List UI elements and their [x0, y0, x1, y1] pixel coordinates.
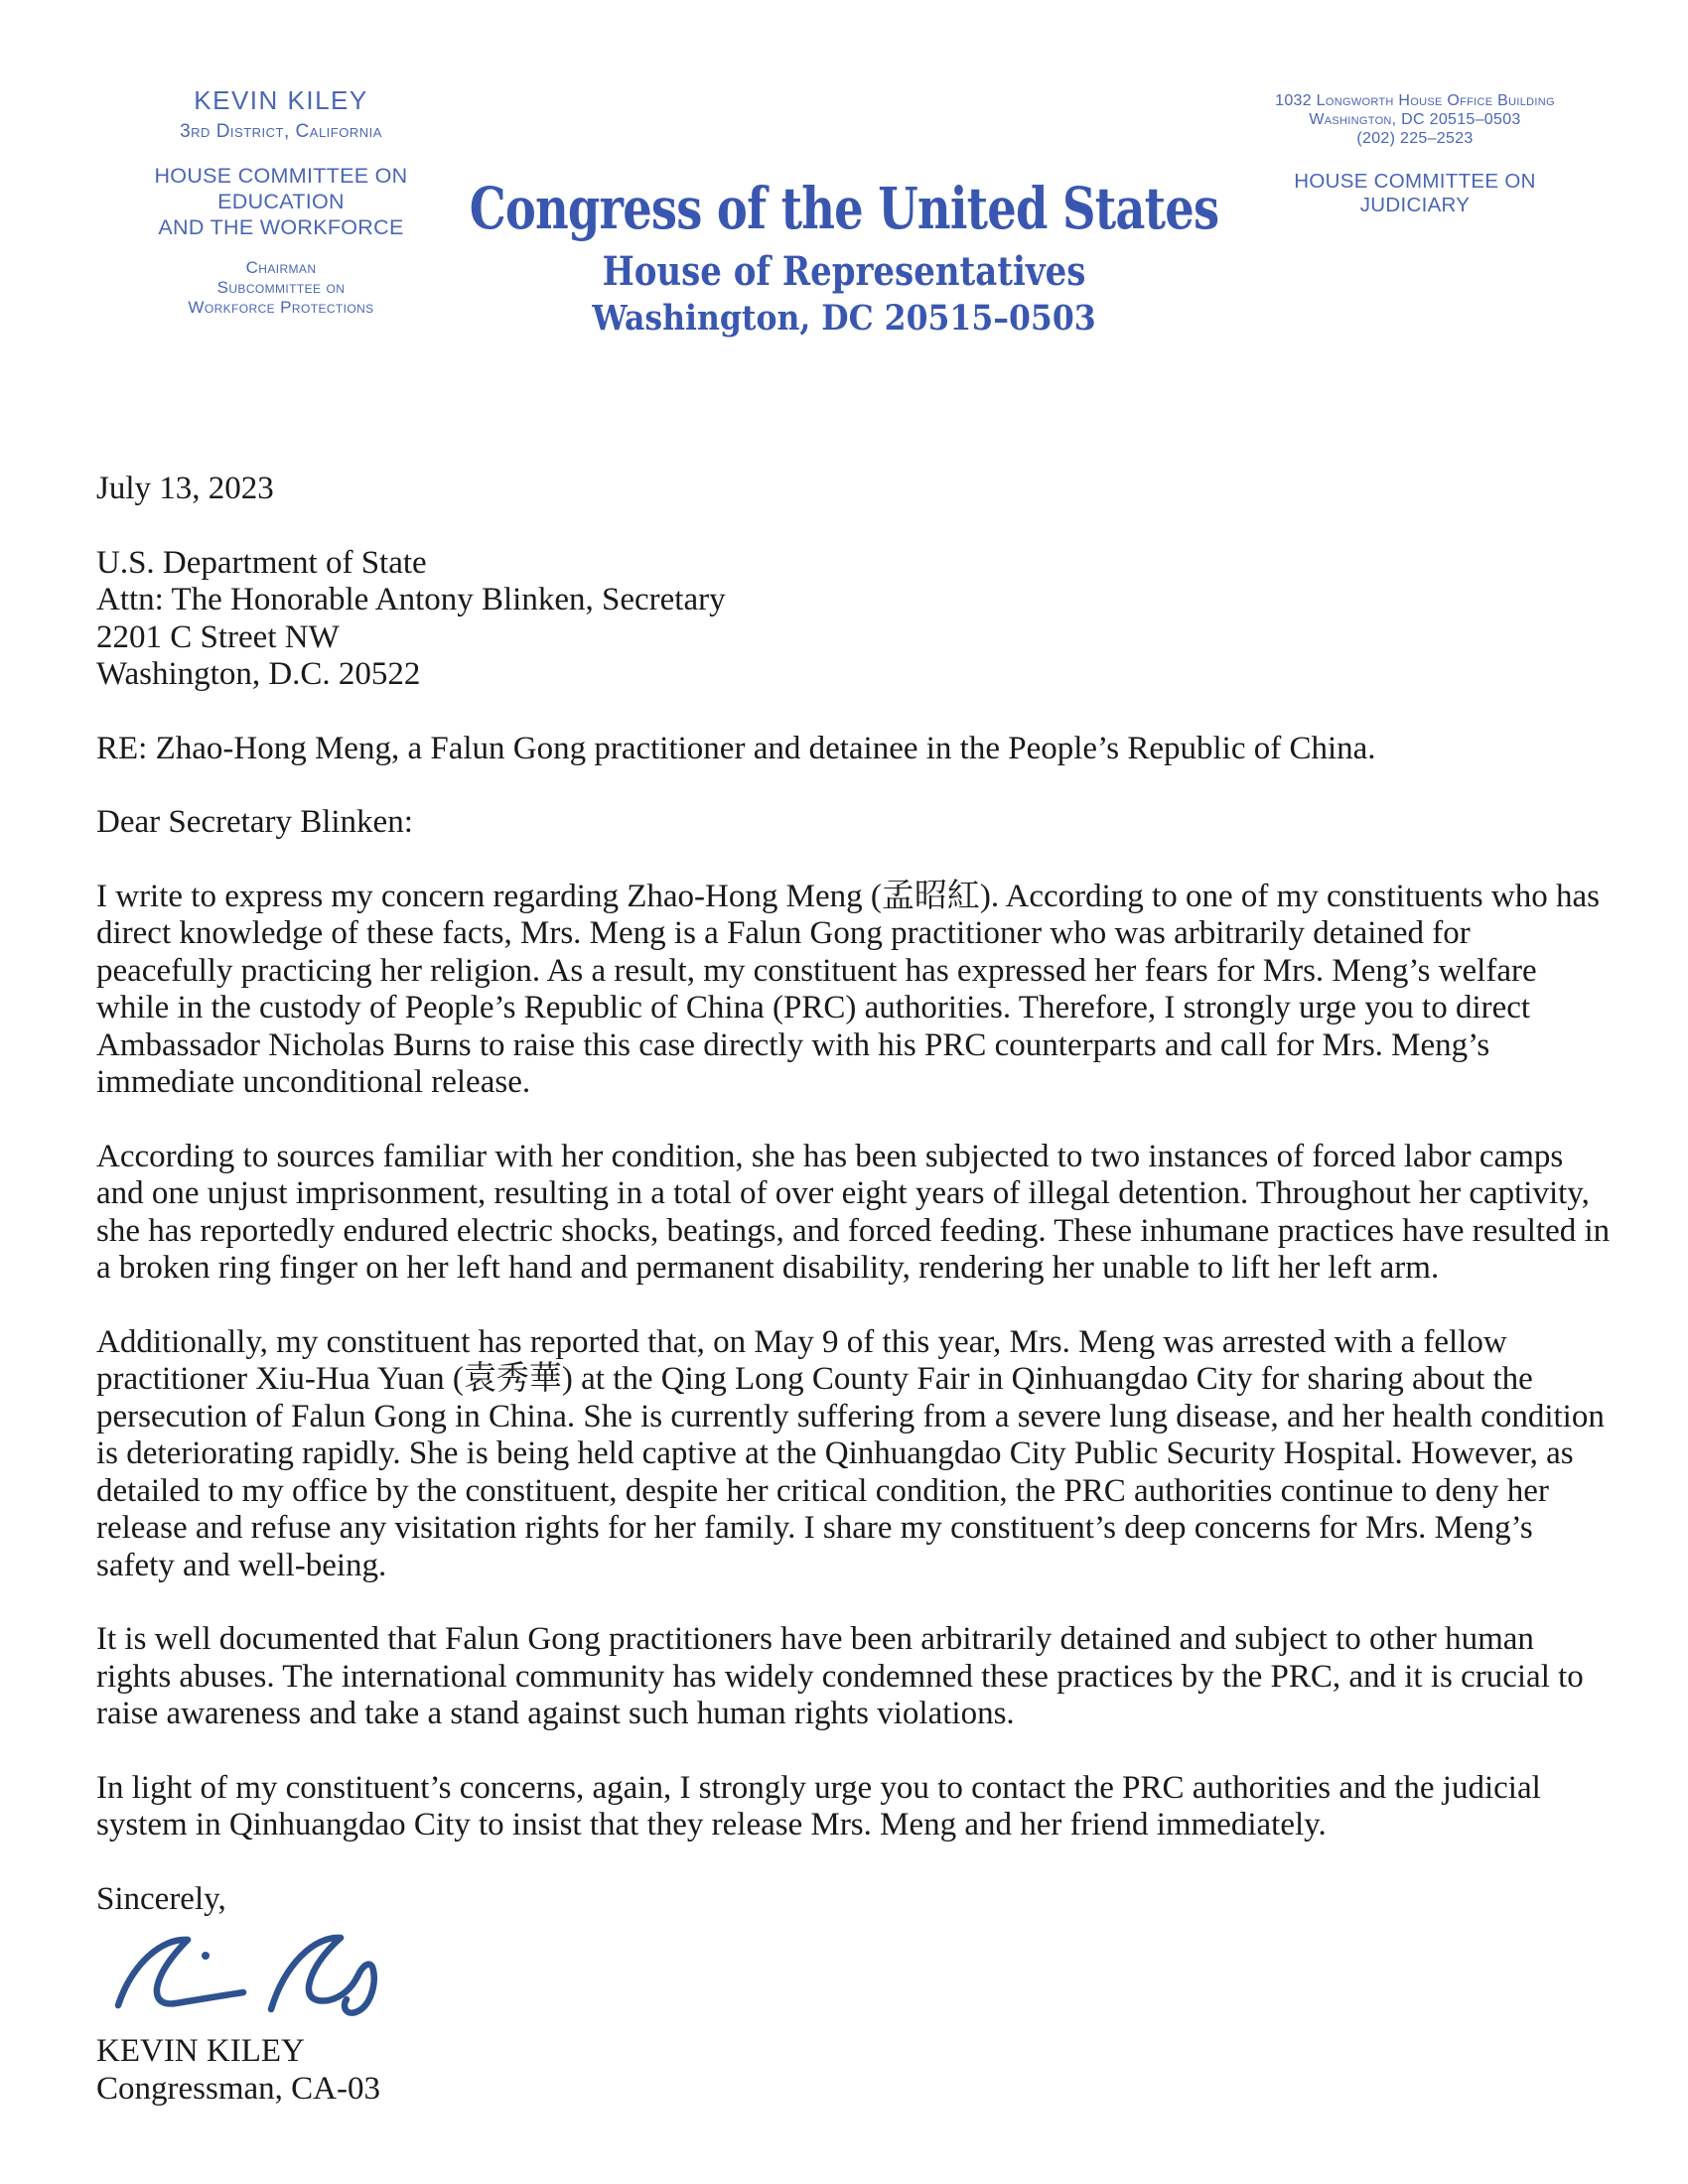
office-address-line2: Washington, DC 20515–0503 [1309, 111, 1521, 128]
paragraph-1: I write to express my concern regarding Zhao-Hong Meng (孟昭紅). According to one of my constituents who has direct knowledge of these facts, Mrs. Meng is a Falun Gong practitioner who was arbitrarily detained for peacefully practicing her religion. As a result, my constituent has expressed her fears for Mrs. Meng’s welfare while in the custody of People’s Republic of China (PRC) authorities. Therefore, I strongly urge you to direct Ambassador Nicholas Burns to raise this case directly with his PRC counterparts and call for Mrs. Meng’s immediate unconditional release. [96, 878, 1600, 1100]
left-committee-line2: AND THE WORKFORCE [158, 215, 404, 239]
member-name: KEVIN KILEY [194, 85, 368, 115]
masthead-house: House of Representatives [602, 248, 1086, 295]
left-committee-line1: HOUSE COMMITTEE ON EDUCATION [154, 164, 408, 213]
recipient-line: Washington, D.C. 20522 [96, 656, 421, 692]
paragraph-5: In light of my constituent’s concerns, again, I strongly urge you to contact the PRC authorities and the judicial system in Qinhuangdao City to insist that they release Mrs. Meng and her friend immediately. [96, 1769, 1541, 1843]
office-phone: (202) 225–2523 [1356, 130, 1474, 147]
closing: Sincerely, [96, 1880, 226, 1917]
letterhead-right [1241, 91, 1589, 217]
right-committee: HOUSE COMMITTEE ON JUDICIARY [1294, 170, 1536, 216]
member-role: Chairman [245, 258, 317, 277]
subject-line: RE: Zhao-Hong Meng, a Falun Gong practitioner and detainee in the People’s Republic of China. [96, 730, 1376, 766]
office-address-line1: 1032 Longworth House Office Building [1275, 92, 1555, 109]
paragraph-3: Additionally, my constituent has reported that, on May 9 of this year, Mrs. Meng was arrested with a fellow practitioner Xiu-Hua Yuan (袁秀華) at the Qing Long County Fair in Qinhuangdao City for sharing about the persecution of Falun Gong in China. She is currently suffering from a severe lung disease, and her health condition is deteriorating rapidly. She is being held captive at the Qinhuangdao City Public Security Hospital. However, as detailed to my office by the constituent, despite her critical condition, the PRC authorities continue to deny her release and refuse any visitation rights for her family. I share my constituent’s deep concerns for Mrs. Meng’s safety and well-being. [96, 1323, 1605, 1583]
signature-image [102, 1922, 1611, 2029]
letterhead-left [109, 85, 453, 318]
signer-name: KEVIN KILEY [96, 2033, 305, 2069]
paragraph-2: According to sources familiar with her condition, she has been subjected to two instances of forced labor camps and one unjust imprisonment, resulting in a total of over eight years of illegal detention. Throughout her captivity, she has reportedly endured electric shocks, beatings, and forced feeding. These inhumane practices have resulted in a broken ring finger on her left hand and permanent disability, rendering her unable to lift her left arm. [96, 1138, 1611, 1286]
member-district: 3rd District, California [180, 121, 382, 142]
subcommittee-line1: Subcommittee on [216, 278, 346, 297]
letter-date: July 13, 2023 [96, 471, 274, 506]
salutation: Dear Secretary Blinken: [96, 804, 413, 840]
paragraph-4: It is well documented that Falun Gong practitioners have been arbitrarily detained and subject to other human rights abuses. The international community has widely condemned these practices by the PRC, and it is crucial to raise awareness and take a stand against such human rights violations. [96, 1621, 1584, 1731]
signer-title: Congressman, CA-03 [96, 2070, 380, 2107]
recipient-line: U.S. Department of State [96, 544, 427, 581]
recipient-line: 2201 C Street NW [96, 618, 340, 655]
subcommittee-line2: Workforce Protections [188, 298, 374, 317]
recipient-block [96, 545, 1611, 694]
masthead-washington: Washington, DC 20515–0503 [592, 298, 1096, 339]
letter-body [96, 471, 1611, 2108]
masthead-congress: Congress of the United States [469, 175, 1219, 242]
recipient-line: Attn: The Honorable Antony Blinken, Secretary [96, 582, 726, 617]
